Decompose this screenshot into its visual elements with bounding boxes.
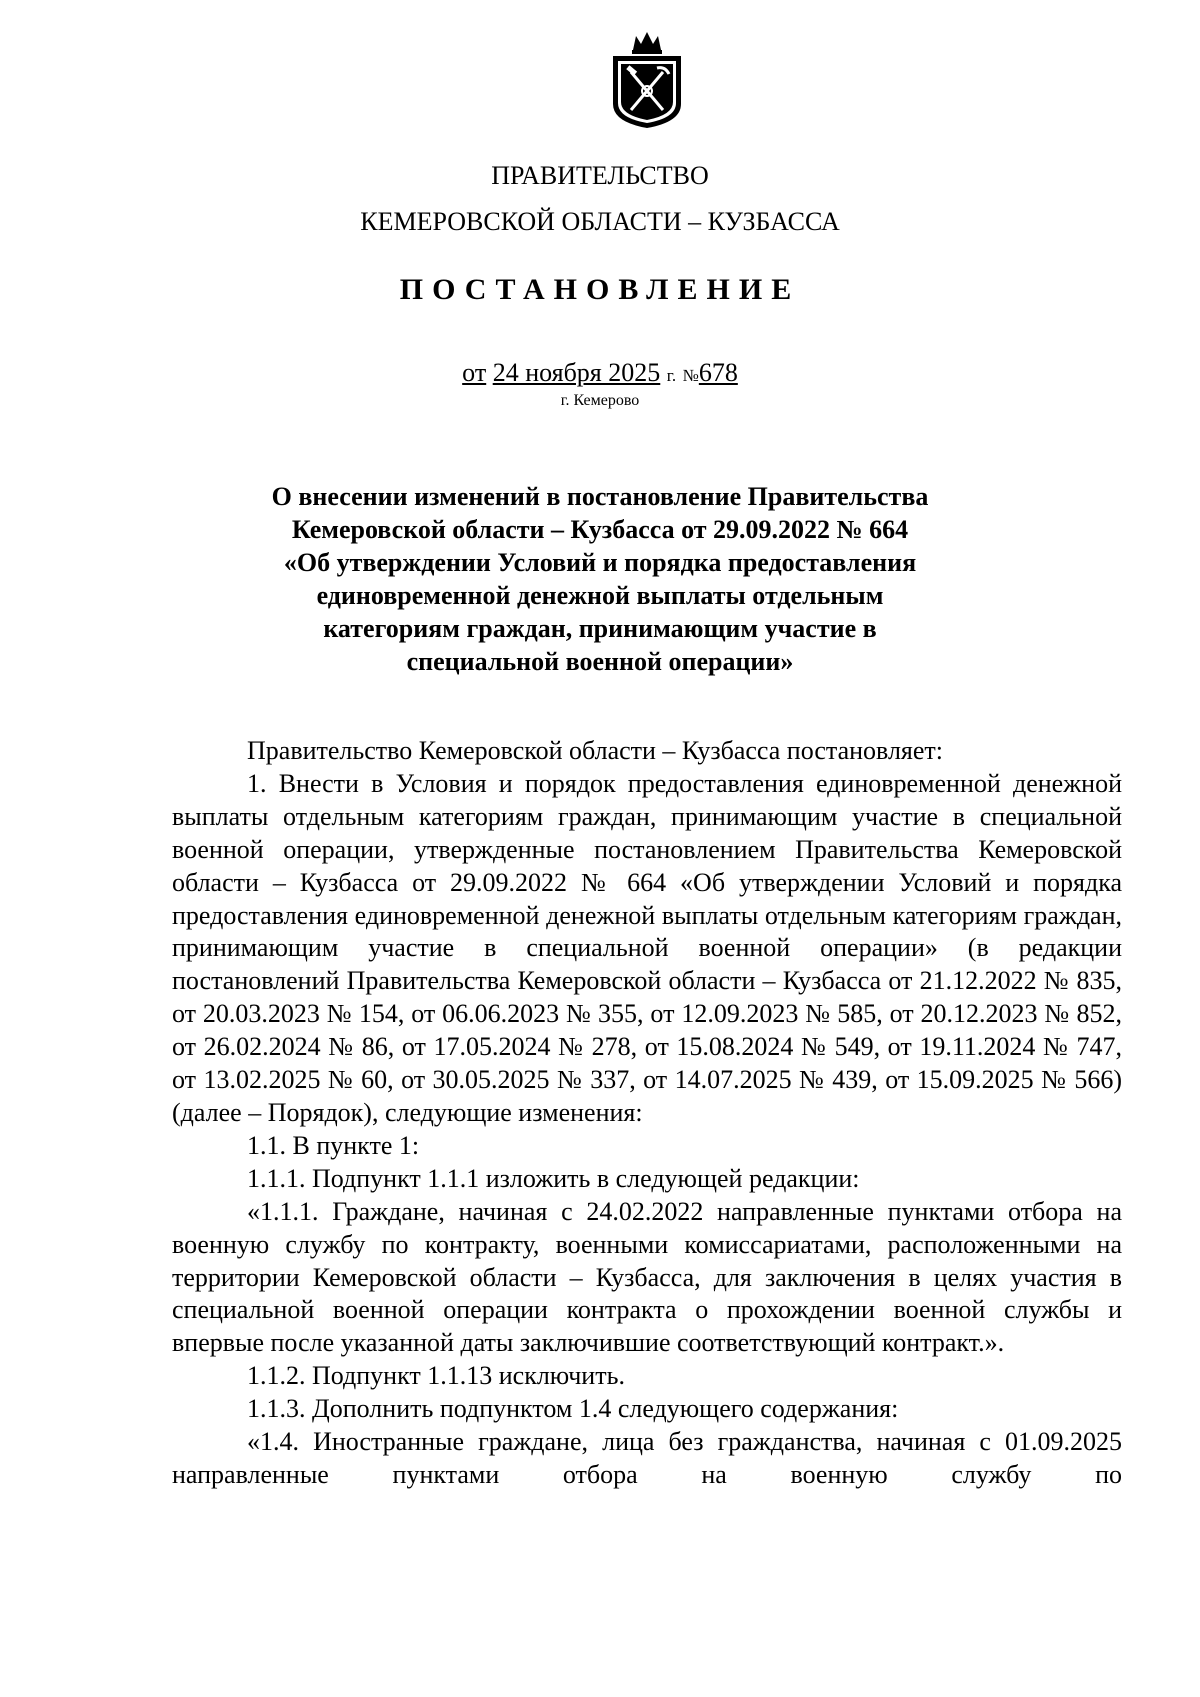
- number-sign: №: [682, 366, 699, 385]
- year-suffix: г.: [666, 366, 677, 385]
- paragraph-1-1: 1.1. В пункте 1:: [247, 1130, 420, 1160]
- date-prefix: от: [462, 358, 487, 387]
- coat-of-arms-emblem: [609, 30, 685, 130]
- document-title: [200, 480, 1000, 678]
- title-line: специальной военной операции»: [406, 647, 794, 676]
- city: г. Кемерово: [560, 392, 640, 409]
- government-name-line1: ПРАВИТЕЛЬСТВО: [491, 161, 709, 190]
- paragraph-1-1-2: 1.1.2. Подпункт 1.1.13 исключить.: [247, 1361, 625, 1391]
- date-number-line: [0, 358, 1200, 391]
- document-number: 678: [698, 358, 738, 387]
- paragraph-1-1-1-text: «1.1.1. Граждане, начиная с 24.02.2022 направленные пунктами отбора на военную службу по контракту, военными комиссариатами, расположенными на территории Кемеровской области – Кузбасса, для заключения в целях участия в специальной военной операции контракта о прохождении военной службы и впервые после указанной даты заключившие соответствующий контракт.».: [172, 1196, 1122, 1358]
- paragraph-1-1-3: 1.1.3. Дополнить подпунктом 1.4 следующего содержания:: [247, 1394, 899, 1424]
- title-line: категориям граждан, принимающим участие в: [323, 614, 877, 643]
- document-type: ПОСТАНОВЛЕНИЕ: [399, 273, 801, 306]
- coat-of-arms-icon: [609, 30, 685, 130]
- title-line: единовременной денежной выплаты отдельным: [316, 581, 884, 610]
- paragraph-1-1-1: 1.1.1. Подпункт 1.1.1 изложить в следующей редакции:: [247, 1163, 860, 1193]
- intro-paragraph: Правительство Кемеровской области – Кузбасса постановляет:: [247, 736, 944, 765]
- title-line: О внесении изменений в постановление Правительства: [271, 482, 929, 511]
- paragraph-1: 1. Внести в Условия и порядок предоставления единовременной денежной выплаты отдельным категориям граждан, принимающим участие в специальной военной операции, утвержденные постановлением Правительства Кемеровской области – Кузбасса от 29.09.2022 № 664 «Об утверждении Условий и порядка предоставления единовременной денежной выплаты отдельным категориям граждан, принимающим участие в специальной военной операции» (в редакции постановлений Правительства Кемеровской области – Кузбасса от 21.12.2022 № 835, от 20.03.2023 № 154, от 06.06.2023 № 355, от 12.09.2023 № 585, от 20.12.2023 № 852, от 26.02.2024 № 86, от 17.05.2024 № 278, от 15.08.2024 № 549, от 19.11.2024 № 747, от 13.02.2025 № 60, от 30.05.2025 № 337, от 14.07.2025 № 439, от 15.09.2025 № 566) (далее – Порядок), следующие изменения:: [172, 768, 1122, 1127]
- government-name-line2: КЕМЕРОВСКОЙ ОБЛАСТИ – КУЗБАССА: [360, 207, 840, 236]
- paragraph-1-4-text: «1.4. Иностранные граждане, лица без гражданства, начиная с 01.09.2025 направленные пунктами отбора на военную службу по: [172, 1427, 1122, 1489]
- title-line: «Об утверждении Условий и порядка предоставления: [283, 548, 917, 577]
- document-body: [172, 735, 1122, 1492]
- title-line: Кемеровской области – Кузбасса от 29.09.2022 № 664: [291, 515, 909, 544]
- document-date: 24 ноября 2025: [492, 358, 661, 387]
